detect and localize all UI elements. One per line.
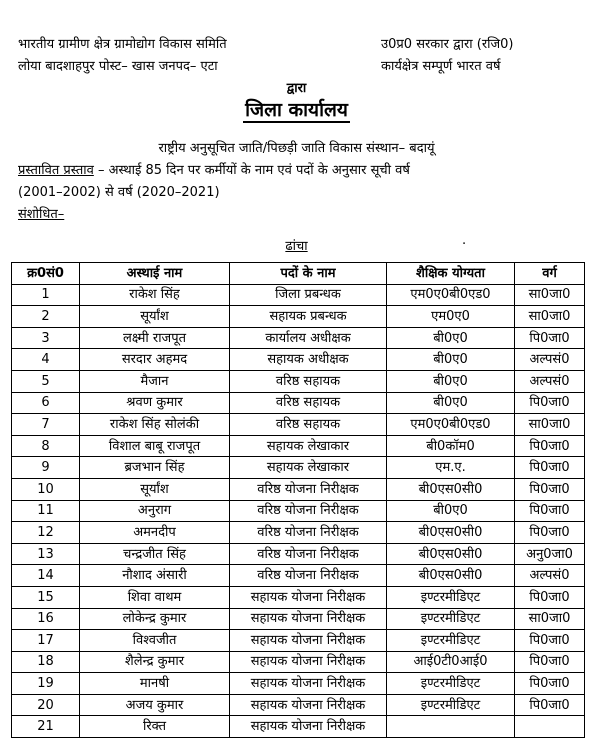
table-row (12, 586, 585, 608)
cell-name: शैलेन्द्र कुमार (80, 651, 230, 673)
cell-post: वरिष्ठ योजना निरीक्षक (230, 522, 387, 544)
cell-qualification: बी0ए0 (387, 392, 515, 414)
cell-qualification: बी0एस0सी0 (387, 565, 515, 587)
cell-category: अल्पसं0 (515, 349, 585, 371)
cell-serial: 8 (12, 435, 80, 457)
cell-qualification: इण्टरमीडिएट (387, 694, 515, 716)
cell-category: पि0जा0 (515, 327, 585, 349)
cell-serial: 13 (12, 543, 80, 565)
cell-serial: 5 (12, 370, 80, 392)
office-title-wrap (0, 96, 593, 122)
table-row (12, 349, 585, 371)
cell-serial: 2 (12, 306, 80, 328)
proposal-line (18, 160, 410, 178)
cell-qualification: बी0कॉम0 (387, 435, 515, 457)
cell-serial: 7 (12, 414, 80, 436)
cell-post: वरिष्ठ योजना निरीक्षक (230, 565, 387, 587)
cell-name: सरदार अहमद (80, 349, 230, 371)
cell-name: श्रवण कुमार (80, 392, 230, 414)
cell-category: सा0जा0 (515, 414, 585, 436)
header-category: वर्ग (515, 263, 585, 285)
cell-qualification: एम0ए0बी0एड0 (387, 414, 515, 436)
table-row (12, 673, 585, 695)
cell-category: पि0जा0 (515, 435, 585, 457)
office-title: जिला कार्यालय (245, 99, 348, 121)
cell-qualification: बी0एस0सी0 (387, 522, 515, 544)
table-row (12, 414, 585, 436)
cell-name: विश्वजीत (80, 630, 230, 652)
revised-label: संशोधित– (18, 207, 65, 222)
cell-qualification: बी0ए0 (387, 370, 515, 392)
cell-post: कार्यालय अधीक्षक (230, 327, 387, 349)
cell-qualification: बी0एस0सी0 (387, 478, 515, 500)
cell-post: सहायक लेखाकार (230, 457, 387, 479)
cell-qualification: इण्टरमीडिएट (387, 586, 515, 608)
cell-serial: 17 (12, 630, 80, 652)
cell-qualification (387, 716, 515, 738)
cell-serial: 12 (12, 522, 80, 544)
cell-post: वरिष्ठ सहायक (230, 392, 387, 414)
cell-qualification: इण्टरमीडिएट (387, 630, 515, 652)
cell-post: सहायक योजना निरीक्षक (230, 651, 387, 673)
table-row (12, 522, 585, 544)
cell-qualification: इण्टरमीडिएट (387, 673, 515, 695)
cell-category: पि0जा0 (515, 694, 585, 716)
org-name: भारतीय ग्रामीण क्षेत्र ग्रामोद्योग विकास समिति (18, 37, 227, 52)
table-row (12, 327, 585, 349)
cell-post: वरिष्ठ योजना निरीक्षक (230, 478, 387, 500)
table-row (12, 500, 585, 522)
cell-serial: 4 (12, 349, 80, 371)
cell-category: पि0जा0 (515, 457, 585, 479)
cell-name: रिक्त (80, 716, 230, 738)
proposal-years: (2001–2002) से वर्ष (2020–2021) (18, 185, 220, 200)
table-row (12, 543, 585, 565)
work-area-note: कार्यक्षेत्र सम्पूर्ण भारत वर्ष (381, 59, 501, 74)
registration-note: उ0प्र0 सरकार द्वारा (रजि0) (381, 37, 514, 52)
cell-qualification: इण्टरमीडिएट (387, 608, 515, 630)
cell-qualification: आई0टी0आई0 (387, 651, 515, 673)
cell-category: सा0जा0 (515, 306, 585, 328)
cell-name: नौशाद अंसारी (80, 565, 230, 587)
cell-post: वरिष्ठ योजना निरीक्षक (230, 500, 387, 522)
cell-serial: 10 (12, 478, 80, 500)
table-row (12, 435, 585, 457)
cell-category: सा0जा0 (515, 284, 585, 306)
table-row (12, 457, 585, 479)
table-row (12, 370, 585, 392)
by-label: द्वारा (286, 81, 307, 96)
cell-serial: 14 (12, 565, 80, 587)
cell-category: पि0जा0 (515, 651, 585, 673)
cell-serial: 20 (12, 694, 80, 716)
proposal-text: – अस्थाई 85 दिन पर कर्मीयों के नाम एवं पदों के अनुसार सूची वर्ष (93, 163, 410, 178)
cell-post: वरिष्ठ सहायक (230, 370, 387, 392)
staff-table (11, 262, 585, 738)
stray-mark: . (462, 233, 467, 248)
cell-serial: 6 (12, 392, 80, 414)
cell-category: पि0जा0 (515, 586, 585, 608)
cell-name: लक्ष्मी राजपूत (80, 327, 230, 349)
cell-qualification: एम0ए0 (387, 306, 515, 328)
cell-post: सहायक योजना निरीक्षक (230, 630, 387, 652)
cell-post: सहायक अधीक्षक (230, 349, 387, 371)
cell-post: सहायक लेखाकार (230, 435, 387, 457)
cell-name: ब्रजभान सिंह (80, 457, 230, 479)
cell-post: सहायक योजना निरीक्षक (230, 716, 387, 738)
cell-serial: 15 (12, 586, 80, 608)
staff-table-body (12, 284, 585, 737)
cell-serial: 1 (12, 284, 80, 306)
cell-qualification: एम.ए. (387, 457, 515, 479)
cell-name: सूर्यांश (80, 478, 230, 500)
header-post: पदों के नाम (230, 263, 387, 285)
cell-qualification: बी0ए0 (387, 349, 515, 371)
cell-category: अल्पसं0 (515, 565, 585, 587)
cell-post: जिला प्रबन्धक (230, 284, 387, 306)
header-qualification: शैक्षिक योग्यता (387, 263, 515, 285)
cell-post: सहायक प्रबन्धक (230, 306, 387, 328)
cell-category (515, 716, 585, 738)
cell-category: पि0जा0 (515, 392, 585, 414)
cell-post: सहायक योजना निरीक्षक (230, 694, 387, 716)
cell-post: वरिष्ठ सहायक (230, 414, 387, 436)
cell-name: मानषी (80, 673, 230, 695)
table-row (12, 716, 585, 738)
table-row (12, 478, 585, 500)
cell-qualification: एम0ए0बी0एड0 (387, 284, 515, 306)
structure-label: ढांचा (285, 239, 308, 254)
institute-line: राष्ट्रीय अनुसूचित जाति/पिछड़ी जाति विकास संस्थान– बदायूं (158, 141, 435, 156)
cell-serial: 21 (12, 716, 80, 738)
cell-name: सूर्यांश (80, 306, 230, 328)
cell-serial: 3 (12, 327, 80, 349)
cell-qualification: बी0एस0सी0 (387, 543, 515, 565)
cell-qualification: बी0ए0 (387, 327, 515, 349)
table-row (12, 565, 585, 587)
cell-category: अल्पसं0 (515, 370, 585, 392)
cell-category: अनु0जा0 (515, 543, 585, 565)
table-row (12, 306, 585, 328)
cell-name: विशाल बाबू राजपूत (80, 435, 230, 457)
header-serial: क्र0सं0 (12, 263, 80, 285)
cell-name: अनुराग (80, 500, 230, 522)
cell-name: राकेश सिंह सोलंकी (80, 414, 230, 436)
cell-serial: 18 (12, 651, 80, 673)
table-header-row (12, 263, 585, 285)
cell-serial: 11 (12, 500, 80, 522)
cell-category: सा0जा0 (515, 608, 585, 630)
cell-post: वरिष्ठ योजना निरीक्षक (230, 543, 387, 565)
cell-name: राकेश सिंह (80, 284, 230, 306)
cell-post: सहायक योजना निरीक्षक (230, 586, 387, 608)
cell-name: शिवा वाथम (80, 586, 230, 608)
cell-name: अमनदीप (80, 522, 230, 544)
cell-category: पि0जा0 (515, 478, 585, 500)
table-row (12, 651, 585, 673)
header-name: अस्थाई नाम (80, 263, 230, 285)
org-address: लोया बादशाहपुर पोस्ट– खास जनपद– एटा (18, 59, 218, 74)
table-row (12, 630, 585, 652)
table-row (12, 608, 585, 630)
cell-name: चन्द्रजीत सिंह (80, 543, 230, 565)
cell-name: अजय कुमार (80, 694, 230, 716)
table-row (12, 392, 585, 414)
cell-serial: 9 (12, 457, 80, 479)
table-row (12, 694, 585, 716)
cell-category: पि0जा0 (515, 522, 585, 544)
table-row (12, 284, 585, 306)
cell-serial: 16 (12, 608, 80, 630)
cell-category: पि0जा0 (515, 630, 585, 652)
cell-category: पि0जा0 (515, 500, 585, 522)
cell-post: सहायक योजना निरीक्षक (230, 608, 387, 630)
cell-name: लोकेन्द्र कुमार (80, 608, 230, 630)
cell-post: सहायक योजना निरीक्षक (230, 673, 387, 695)
cell-category: पि0जा0 (515, 673, 585, 695)
proposal-label: प्रस्तावित प्रस्ताव (18, 163, 94, 178)
cell-name: मैजान (80, 370, 230, 392)
cell-serial: 19 (12, 673, 80, 695)
cell-qualification: बी0ए0 (387, 500, 515, 522)
